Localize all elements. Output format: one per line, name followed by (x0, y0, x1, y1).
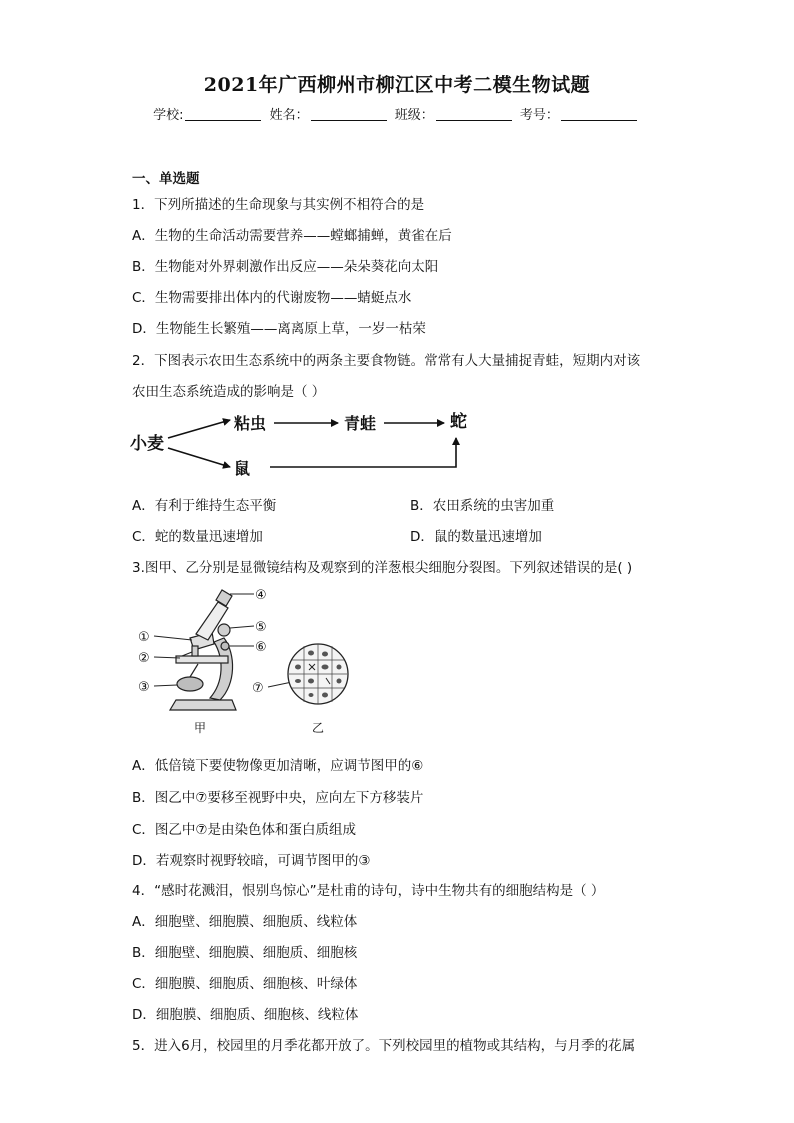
caption-yi: 乙 (312, 721, 325, 735)
q5-stem: 5．进入6月，校园里的月季花都开放了。下列校园里的植物或其结构，与月季的花属 (132, 1038, 636, 1054)
q3-option-a: A．低倍镜下要使物像更加清晰，应调节图甲的⑥ (132, 758, 424, 774)
q3-stem: 3.图甲、乙分别是显微镜结构及观察到的洋葱根尖细胞分裂图。下列叙述错误的是( ) (132, 560, 633, 576)
page-title: 2021年广西柳州市柳江区中考二模生物试题 (203, 74, 591, 96)
class-label: 班级： (394, 108, 434, 123)
node-wheat: 小麦 (130, 434, 164, 454)
q4-stem: 4．“感时花溅泪，恨别鸟惊心”是杜甫的诗句，诗中生物共有的细胞结构是（ ） (132, 883, 605, 899)
food-chain-diagram (128, 404, 478, 486)
q2-option-c: C．蛇的数量迅速增加 (132, 529, 263, 545)
caption-jia: 甲 (194, 721, 207, 735)
label-5: ⑤ (255, 620, 267, 635)
section-heading: 一、单选题 (132, 171, 200, 187)
q3-option-b: B．图乙中⑦要移至视野中央，应向左下方移装片 (132, 790, 424, 806)
node-mouse: 鼠 (234, 459, 251, 478)
q1-stem: 1．下列所描述的生命现象与其实例不相符合的是 (132, 197, 425, 213)
arrow-wheat-mouse (168, 448, 230, 467)
label-7: ⑦ (252, 681, 264, 696)
school-label: 学校: (153, 108, 184, 123)
exam-no-label: 考号： (519, 108, 559, 123)
label-4: ④ (255, 588, 267, 603)
q2-stem-line2: 农田生态系统造成的影响是（ ） (132, 384, 326, 400)
exam-no-blank[interactable] (561, 108, 637, 121)
node-frog: 青蛙 (344, 414, 377, 433)
microscope-figure (132, 582, 362, 742)
node-armyworm: 粘虫 (234, 414, 267, 433)
label-2: ② (138, 651, 150, 666)
root-tip-cells-view (288, 644, 348, 704)
microscope-drawing (170, 590, 236, 710)
q1-option-c: C．生物需要排出体内的代谢废物——蜻蜓点水 (132, 290, 412, 306)
label-3: ③ (138, 680, 150, 695)
q1-option-d: D．生物能生长繁殖——离离原上草，一岁一枯荣 (132, 321, 426, 337)
q3-option-d: D．若观察时视野较暗，可调节图甲的③ (132, 853, 371, 869)
name-label: 姓名： (269, 108, 309, 123)
name-blank[interactable] (311, 108, 387, 121)
q1-option-a: A．生物的生命活动需要营养——螳螂捕蝉，黄雀在后 (132, 228, 452, 244)
q4-option-a: A．细胞壁、细胞膜、细胞质、线粒体 (132, 914, 358, 930)
class-blank[interactable] (436, 108, 512, 121)
q2-stem-line1: 2．下图表示农田生态系统中的两条主要食物链。常常有人大量捕捉青蛙，短期内对该 (132, 353, 641, 369)
q1-option-b: B．生物能对外界刺激作出反应——朵朵葵花向太阳 (132, 259, 439, 275)
node-snake: 蛇 (450, 412, 467, 432)
q2-option-a: A．有利于维持生态平衡 (132, 498, 277, 514)
school-blank[interactable] (185, 108, 261, 121)
q4-option-b: B．细胞壁、细胞膜、细胞质、细胞核 (132, 945, 358, 961)
q2-option-b: B．农田系统的虫害加重 (410, 498, 555, 514)
q3-option-c: C．图乙中⑦是由染色体和蛋白质组成 (132, 822, 357, 838)
arrow-wheat-armyworm (168, 420, 230, 438)
q2-option-d: D．鼠的数量迅速增加 (410, 529, 542, 545)
q4-option-c: C．细胞膜、细胞质、细胞核、叶绿体 (132, 976, 358, 992)
q4-option-d: D．细胞膜、细胞质、细胞核、线粒体 (132, 1007, 359, 1023)
arrow-mouse-snake (270, 438, 456, 467)
student-info-line (0, 104, 794, 123)
label-1: ① (138, 630, 150, 645)
label-6: ⑥ (255, 640, 267, 655)
